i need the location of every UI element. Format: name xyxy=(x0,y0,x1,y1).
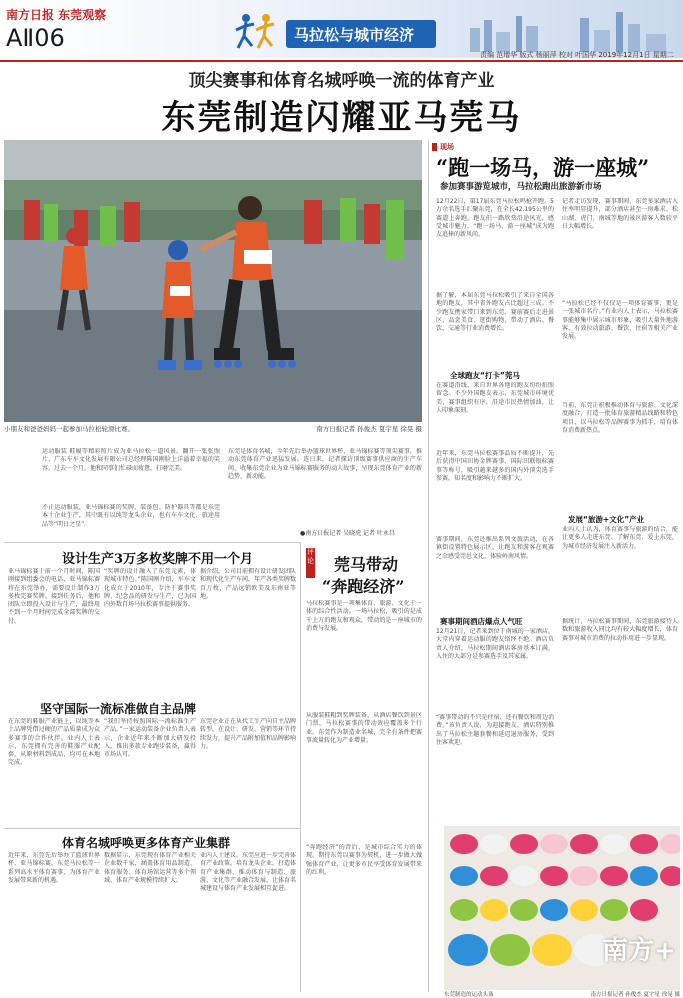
comment-para-2: 从服装鞋帽到奖牌装备，从酒店餐饮到景区门票，马拉松赛事的带动效应覆盖多个行业。东莞作为制造业名城，完全有条件把赛事流量转化为产业增量。 xyxy=(306,712,422,744)
intro-para-1: 运动服装 鞋履等精彩照片成为亚马拉松一道风景。翻开一张张照片，广东车车文化发展有限公司总经理陈国刚脸上洋溢着幸福的笑容。过去一个月，他和同事们忙碌而疲惫，打磨完美。 xyxy=(42,448,220,472)
left-para-1: 亚马锦标赛于前一个月时间，陈国刚接到组委会的电话，亚马锦标赛将在东莞举办，需要设计制作3万多枚完赛奖牌。接到任务后，他和团队立即投入设计与生产，最终用不到一个月时间完成全部奖牌的交付。 xyxy=(8,568,100,625)
left-article-title-2: 体育名城呼唤更多体育产业集群 xyxy=(62,836,231,850)
left-para-6: 东莞企业正在从代工生产向自主品牌转型，在设计、研发、营销等环节持续发力，提升产品附加值和品牌影响力。 xyxy=(200,718,296,750)
left-para-9: 业内人士建议，东莞应进一步完善体育产业政策，培育龙头企业，打造体育产业集群，推动体育与制造、旅游、文化等产业融合发展，让体育名城建设与体育产业发展相互促进。 xyxy=(200,852,296,893)
right-para-4: “马拉松已经不仅仅是一项体育赛事，更是一张城市名片。”有业内人士表示，马拉松赛事能够集中展示城市形象，吸引大量外地游客，有效拉动旅游、餐饮、住宿等相关产业发展。 xyxy=(562,300,678,341)
left-para-3: 据介绍，公司目前拥有设计研发团队和现代化生产车间，年产各类奖牌数百万枚，产品远销欧美及东南亚等地。 xyxy=(200,568,296,600)
left-para-4: 在东莞的鞋服产业链上，以纯等本土品牌凭借过硬的产品质量成为众多赛事的合作伙伴。业内人士表示，东莞拥有完善的鞋服产业配套，从原材料到成品，均可在本地完成。 xyxy=(8,718,100,767)
comment-para-3: “奔跑经济”的背后，是城市综合实力的体现。期待东莞以赛事为契机，进一步做大做强体育产业，让更多市民享受体育发展带来的红利。 xyxy=(306,844,422,876)
helmets-caption-text: 东莞制造的运动头盔 xyxy=(444,992,494,998)
page-meta: 责编 范增华 版式 杨丽萍 校对 叶国华 2019年12月1日 星期二 xyxy=(480,51,674,59)
right-para-10: 12月21日，记者来到位于南城的一家酒店，大堂内穿着运动服的跑友络绎不绝。酒店负责人介绍，马拉松期间酒店客房基本订满，入住的大部分是参赛选手及其家属。 xyxy=(436,628,554,660)
comment-tag: 评论 xyxy=(306,548,315,578)
divider-2 xyxy=(4,828,300,829)
helmets-photo-credit: 南方日报记者 孙俊杰 夏宇星 徐晃 摄 xyxy=(590,992,680,998)
right-article-title: “跑一场马，游一座城” xyxy=(436,155,650,180)
right-para-11: “赛事带动的不只是住宿，还有餐饮和周边消费。”该负责人说，为迎接跑友，酒店特别推出了马拉松主题套餐和延迟退房服务，受到住客欢迎。 xyxy=(436,714,554,746)
right-para-7: 赛事期间，东莞还推出系列文旅活动，在各镇街设置特色展示区，让跑友和游客在观赛之余感受莞邑文化，体验岭南风情。 xyxy=(436,536,554,560)
left-article-title: 设计生产3万多枚奖牌不用一个月 xyxy=(62,552,254,567)
comment-title-line-1: 莞马带动 xyxy=(334,555,399,574)
right-section-1: 全球跑友“打卡”莞马 xyxy=(450,371,520,380)
comment-title-line-2: “奔跑经济” xyxy=(322,577,405,596)
right-para-5: 在赛道沿线，来自世界各地的跑友纷纷拍照留念。不少外国跑友表示，东莞城市环境优美，赛事组织有序，沿途市民热情加油，让人印象深刻。 xyxy=(436,382,554,414)
right-para-6: 近年来，东莞马拉松赛事品质不断提升，先后获得中国田协金牌赛事、国际田联银标赛事等称号，吸引越来越多的国内外顶尖选手参赛，知名度和影响力不断扩大。 xyxy=(436,450,554,482)
header-rule xyxy=(0,60,683,62)
right-para-3: 记者走访发现，赛事期间，东莞多家酒店入住率明显提升，部分酒店甚至一房难求。松山湖、虎门、南城等地的景区游客人数较平日大幅增长。 xyxy=(562,198,678,230)
left-para-8: 数据显示，东莞现有体育产业相关企业数千家，涵盖体育用品制造、体育服务、体育场馆运营等多个领域，体育产业规模持续扩大。 xyxy=(104,852,196,884)
runners-illustration xyxy=(232,10,282,54)
right-para-1: 12月22日，第17届东莞马拉松鸣枪开跑。5万余名选手汇聚东莞，在全长42.195公里的赛道上奔跑。跑友们一路欣赏沿途风光，感受城市魅力，“跑一场马，游一座城”成为跑友追捧的新风尚。 xyxy=(436,198,554,239)
nanfang-plus-logo: 南方+ xyxy=(602,936,676,966)
right-para-8: 当前，东莞正积极推动体育与旅游、文化深度融合，打造一批体育旅游精品线路和特色项目，以马拉松等品牌赛事为抓手，培育体育消费新热点。 xyxy=(562,402,678,434)
section-banner-text: 马拉松与城市经济 xyxy=(294,26,415,44)
photo-credit: 南方日报记者 孙俊杰 夏宇星 徐晃 摄 xyxy=(316,425,422,433)
divider xyxy=(4,542,300,543)
right-article-subtitle: 参加赛事游览城市，马拉松跑出旅游新市场 xyxy=(440,182,602,192)
lead-main-title: 东莞制造闪耀亚马莞马 xyxy=(161,98,522,138)
intro-para-3: 东莞是体育名城，今年先后举办篮球世界杯、亚马锦标赛等顶尖赛事，推动东莞体育产业迅猛发展。连日来，记者探访顶级赛事供应商的生产车间，收集东莞企业为亚马锦标赛服务的动人故事，呈现东莞体育产业的新趋势、新动能。 xyxy=(228,448,422,480)
column-divider xyxy=(300,542,301,992)
right-section-3: 赛事期间酒店爆点人气旺 xyxy=(440,617,523,626)
comment-para-1: 马拉松赛事是一项集体育、旅游、文化于一体的综合性活动。一场马拉松，吸引的是成千上万的跑友和观众，带动的是一座城市的消费与发展。 xyxy=(306,600,422,632)
skating-photo xyxy=(4,140,422,422)
column-divider-right xyxy=(428,140,429,992)
section-tag-marker xyxy=(432,143,437,151)
right-para-9: 业内人士认为，体育赛事与旅游的结合，能让更多人走进东莞、了解东莞、爱上东莞，为城市经济发展注入新活力。 xyxy=(562,526,678,550)
left-para-5: “我们坚持按照国际一流标准生产产品。”一家运动装备企业负责人表示，企业近年来不断加大研发投入，推出多款专业跑步装备，赢得市场认可。 xyxy=(104,718,196,759)
paper-name: 南方日报 东莞观察 xyxy=(6,8,107,22)
page-number: AⅡ06 xyxy=(6,24,65,52)
intro-byline: ●南方日报记者 吴晓虎 记者 叶永昌 xyxy=(300,530,395,537)
photo-caption: 小朋友和爸爸妈妈一起参加马拉松轮滑比赛。 xyxy=(4,425,134,433)
left-section-title: 坚守国际一流标准做自主品牌 xyxy=(40,702,197,716)
right-para-12: 据统计，马拉松赛事期间，东莞旅游接待人数和旅游收入同比均有较大幅度增长，体育赛事对城市消费的拉动作用进一步显现。 xyxy=(562,618,678,642)
right-para-2: 据了解，本届东莞马拉松吸引了来自全国各地的跑友，其中省外跑友占比超过三成。不少跑友携家带口来到东莞，赛前赛后走进景区、品尝美食、逛街购物，带动了酒店、餐饮、交通等行业消费增长。 xyxy=(436,292,554,333)
intro-para-2: 不止运动服装，亚马锦标赛的奖牌、装备包、防护器具等都是东莞本土企业生产，其中既有以纯等龙头企业，也有车车文化、旅途用品等“明日之星”。 xyxy=(42,504,220,528)
section-tag: 现场 xyxy=(440,143,454,151)
lead-subtitle: 顶尖赛事和体育名城呼唤一流的体育产业 xyxy=(188,71,495,91)
right-section-2: 发展“旅游+文化”产业 xyxy=(568,515,645,524)
left-para-7: 近年来，东莞先后举办了篮球世界杯、亚马锦标赛、东莞马拉松等一系列高水平体育赛事，为体育产业发展带来新的机遇。 xyxy=(8,852,100,884)
left-para-2: “奖牌的设计融入了东莞元素，体现城市特色。”陈国刚介绍，车车文化成立于2010年，专注于赛事奖牌、纪念品的研发与生产，已为国内外数百场马拉松赛事提供服务。 xyxy=(104,568,196,609)
city-skyline-illustration xyxy=(460,8,683,54)
